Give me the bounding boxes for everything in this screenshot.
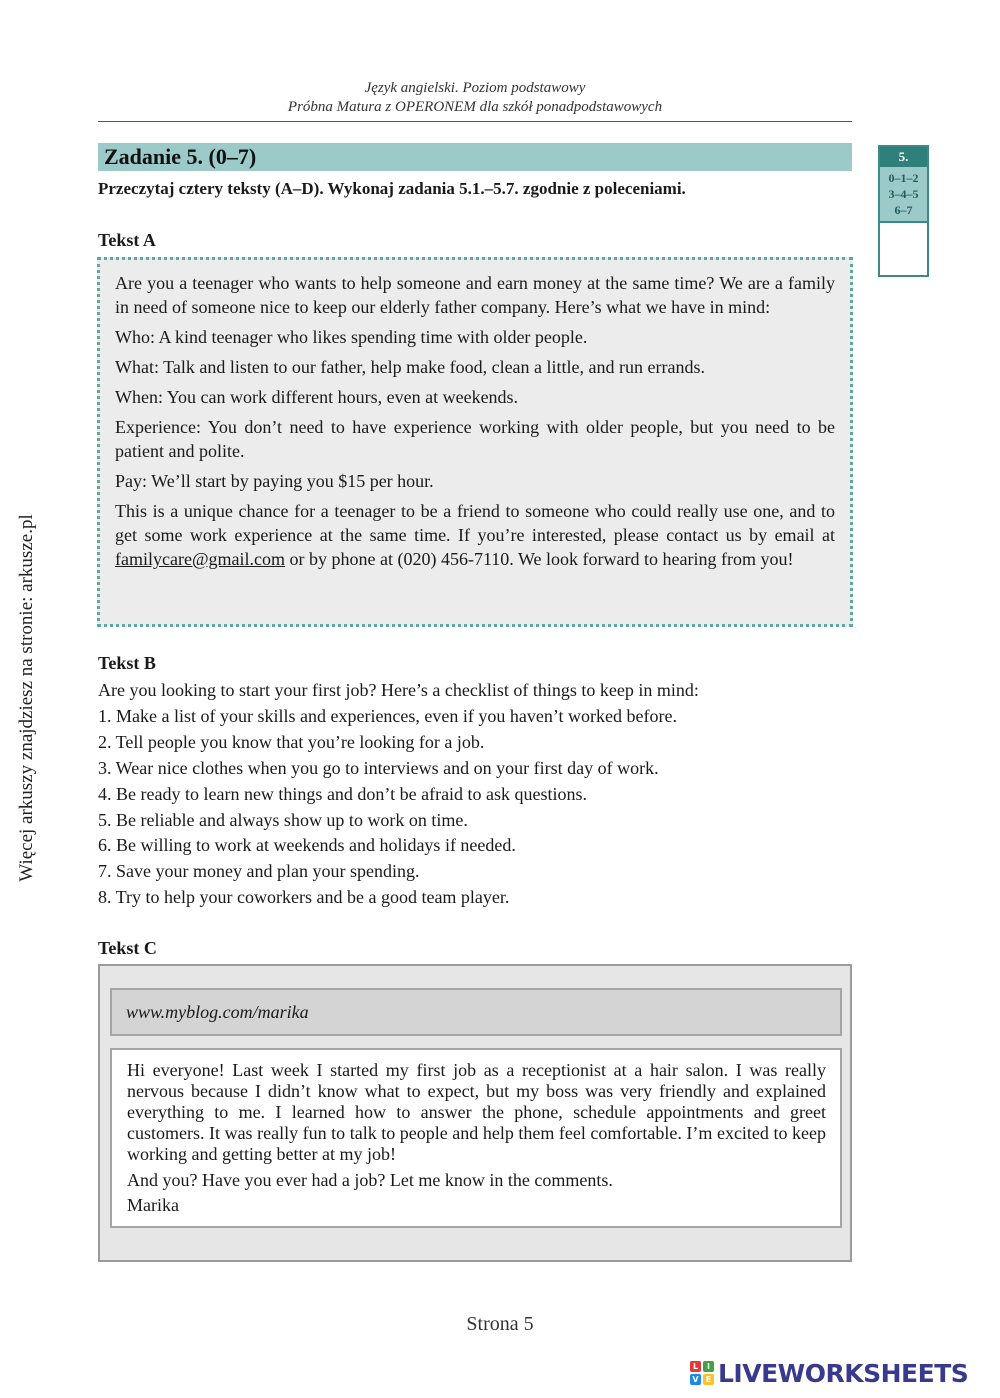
list-item: 5. Be reliable and always show up to work on time. — [98, 809, 468, 830]
blog-url-bar: www.myblog.com/marika — [110, 988, 842, 1036]
text-a-what: What: Talk and listen to our father, help make food, clean a little, and run errands. — [115, 357, 705, 377]
score-entry-field[interactable] — [880, 223, 927, 269]
liveworksheets-icon — [690, 1361, 714, 1385]
task-title: Zadanie 5. (0–7) — [104, 144, 257, 169]
brand-name: LIVEWORKSHEETS — [718, 1358, 969, 1388]
brand-logo[interactable] — [690, 1358, 968, 1388]
text-b-intro: Are you looking to start your first job? Here’s a checklist of things to keep in mind: — [98, 680, 699, 700]
list-item: 1. Make a list of your skills and experiences, even if you haven’t worked before. — [98, 705, 677, 726]
task-instruction: Przeczytaj cztery teksty (A–D). Wykonaj zadania 5.1.–5.7. zgodnie z poleceniami. — [98, 179, 686, 198]
blog-post-question: And you? Have you ever had a job? Let me know in the comments. — [127, 1170, 613, 1190]
blog-post-paragraph: Hi everyone! Last week I started my first job as a receptionist at a hair salon. I was really nervous because I didn’t know what to expect, but my boss was very friendly and explained everything to me. I learned how to answer the phone, schedule appointments and greet customers. It was really fun to talk to people and help them feel comfortable. I’m excited to keep working and getting better at my job! — [127, 1060, 826, 1164]
text-b-checklist — [98, 678, 858, 911]
blog-post — [110, 1048, 842, 1228]
list-item: 7. Save your money and plan your spending. — [98, 861, 420, 882]
score-box — [878, 145, 929, 277]
blog-post-signature: Marika — [127, 1195, 179, 1215]
logo-tile: V — [690, 1374, 701, 1385]
text-a-who: Who: A kind teenager who likes spending time with older people. — [115, 327, 588, 347]
score-ranges — [880, 167, 927, 223]
text-a-box — [97, 257, 853, 627]
text-c-label: Tekst C — [98, 938, 157, 958]
page-number: Strona 5 — [466, 1313, 534, 1335]
text-b-label: Tekst B — [98, 653, 156, 673]
side-note-text: Więcej arkuszy znajdziesz na stronie: arkusze.pl — [16, 514, 37, 882]
logo-tile: E — [703, 1374, 714, 1385]
header-divider — [98, 121, 852, 122]
text-a-label: Tekst A — [98, 230, 156, 250]
list-item: 8. Try to help your coworkers and be a good team player. — [98, 887, 510, 908]
score-range: 0–1–2 — [888, 171, 919, 185]
score-range: 6–7 — [894, 203, 913, 217]
text-a-pay: Pay: We’ll start by paying you $15 per hour. — [115, 471, 434, 491]
list-item: 4. Be ready to learn new things and don’t be afraid to ask questions. — [98, 783, 588, 804]
logo-tile: L — [690, 1361, 701, 1372]
score-range: 3–4–5 — [888, 187, 919, 201]
email-link[interactable]: familycare@gmail.com — [115, 549, 286, 569]
list-item: 6. Be willing to work at weekends and holidays if needed. — [98, 835, 516, 856]
text-a-closing-start: This is a unique chance for a teenager to be a friend to someone who could really use one, and to get some work experience at the same time. If you’re interested, please contact us by email at — [115, 501, 835, 545]
text-a-experience: Experience: You don’t need to have experience working with older people, but you need to be patient and polite. — [115, 417, 835, 461]
text-a-intro: Are you a teenager who wants to help someone and earn money at the same time? We are a family in need of someone nice to keep our elderly father company. Here’s what we have in mind: — [115, 273, 835, 317]
list-item: 2. Tell people you know that you’re looking for a job. — [98, 731, 485, 752]
text-a-when: When: You can work different hours, even at weekends. — [115, 387, 519, 407]
blog-frame — [98, 964, 852, 1262]
logo-tile: I — [703, 1361, 714, 1372]
header-subject: Język angielski. Poziom podstawowy — [364, 80, 586, 96]
header-exam: Próbna Matura z OPERONEM dla szkół ponadpodstawowych — [287, 99, 663, 115]
list-item: 3. Wear nice clothes when you go to interviews and on your first day of work. — [98, 757, 659, 778]
score-task-number: 5. — [880, 147, 927, 167]
page-header — [98, 79, 852, 117]
task-title-bar — [98, 143, 852, 171]
text-a-closing-end: or by phone at (020) 456-7110. We look forward to hearing from you! — [285, 549, 794, 569]
text-a-closing — [115, 499, 835, 571]
